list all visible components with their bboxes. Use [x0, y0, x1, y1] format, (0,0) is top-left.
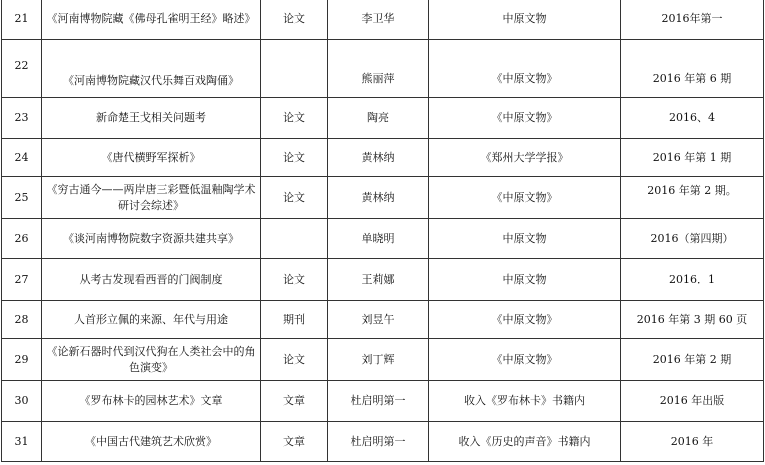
publication-author: 李卫华 — [328, 0, 429, 40]
publication-author: 黄林纳 — [328, 177, 429, 219]
publication-title: 从考古发现看西晋的门阀制度 — [42, 259, 261, 301]
publication-title: 《谈河南博物院数字资源共建共享》 — [42, 219, 261, 259]
table-row — [2, 98, 764, 139]
table-row — [2, 40, 764, 98]
publication-type: 期刊 — [261, 301, 328, 339]
table-row — [2, 259, 764, 301]
publications-table — [1, 0, 764, 462]
publication-type: 论文 — [261, 259, 328, 301]
publication-title: 《穷古通今——两岸唐三彩暨低温釉陶学术研讨会综述》 — [42, 177, 261, 219]
table-row — [2, 139, 764, 177]
publication-venue: 中原文物 — [429, 259, 621, 301]
publication-title: 《中国古代建筑艺术欣赏》 — [42, 422, 261, 462]
row-number: 21 — [2, 0, 42, 40]
publication-type — [261, 219, 328, 259]
row-number: 22 — [2, 40, 42, 98]
publication-venue: 《中原文物》 — [429, 98, 621, 139]
publication-author: 刘丁辉 — [328, 339, 429, 381]
publication-venue: 中原文物 — [429, 219, 621, 259]
row-number: 25 — [2, 177, 42, 219]
table-row — [2, 339, 764, 381]
publication-author: 陶亮 — [328, 98, 429, 139]
publication-date: 2016 年第 1 期 — [621, 139, 764, 177]
publication-type: 论文 — [261, 0, 328, 40]
table-row — [2, 177, 764, 219]
publication-venue: 《中原文物》 — [429, 177, 621, 219]
publication-type: 论文 — [261, 139, 328, 177]
publication-author: 熊丽萍 — [328, 40, 429, 98]
publication-date: 2016．1 — [621, 259, 764, 301]
publication-title: 人首形立佩的来源、年代与用途 — [42, 301, 261, 339]
publication-title: 《罗布林卡的园林艺术》文章 — [42, 381, 261, 422]
publication-venue: 《中原文物》 — [429, 40, 621, 98]
publication-author: 黄林纳 — [328, 139, 429, 177]
publication-type: 论文 — [261, 98, 328, 139]
publication-date: 2016 年第 2 期。 — [621, 177, 764, 219]
publication-venue: 中原文物 — [429, 0, 621, 40]
row-number: 29 — [2, 339, 42, 381]
publication-author: 王莉娜 — [328, 259, 429, 301]
row-number: 31 — [2, 422, 42, 462]
publication-type — [261, 40, 328, 98]
publication-type: 论文 — [261, 177, 328, 219]
publication-author: 杜启明第一 — [328, 422, 429, 462]
publication-type: 文章 — [261, 422, 328, 462]
publication-title: 新命楚王戈相关问题考 — [42, 98, 261, 139]
row-number: 30 — [2, 381, 42, 422]
publication-venue: 《中原文物》 — [429, 339, 621, 381]
table-row — [2, 381, 764, 422]
publication-date: 2016、4 — [621, 98, 764, 139]
publication-author: 单晓明 — [328, 219, 429, 259]
publication-date: 2016 年第 6 期 — [621, 40, 764, 98]
row-number: 28 — [2, 301, 42, 339]
publication-venue: 《郑州大学学报》 — [429, 139, 621, 177]
row-number: 27 — [2, 259, 42, 301]
publication-title: 《河南博物院藏《佛母孔雀明王经》略述》 — [42, 0, 261, 40]
publication-date: 2016年第一 — [621, 0, 764, 40]
publication-author: 刘昱午 — [328, 301, 429, 339]
publication-date: 2016 年 — [621, 422, 764, 462]
row-number: 24 — [2, 139, 42, 177]
publication-title: 《唐代横野军探析》 — [42, 139, 261, 177]
publication-venue: 收入《历史的声音》书籍内 — [429, 422, 621, 462]
row-number: 26 — [2, 219, 42, 259]
publication-venue: 收入《罗布林卡》书籍内 — [429, 381, 621, 422]
table-row — [2, 301, 764, 339]
publication-venue: 《中原文物》 — [429, 301, 621, 339]
table-row — [2, 219, 764, 259]
table-row — [2, 422, 764, 462]
publication-title: 《论新石器时代到汉代狗在人类社会中的角色演变》 — [42, 339, 261, 381]
table-row — [2, 0, 764, 40]
publication-title: 《河南博物院藏汉代乐舞百戏陶俑》 — [42, 40, 261, 98]
publication-type: 论文 — [261, 339, 328, 381]
publication-date: 2016 年第 3 期 60 页 — [621, 301, 764, 339]
publication-date: 2016 年第 2 期 — [621, 339, 764, 381]
row-number: 23 — [2, 98, 42, 139]
publication-date: 2016（第四期） — [621, 219, 764, 259]
publication-date: 2016 年出版 — [621, 381, 764, 422]
publication-type: 文章 — [261, 381, 328, 422]
publication-author: 杜启明第一 — [328, 381, 429, 422]
